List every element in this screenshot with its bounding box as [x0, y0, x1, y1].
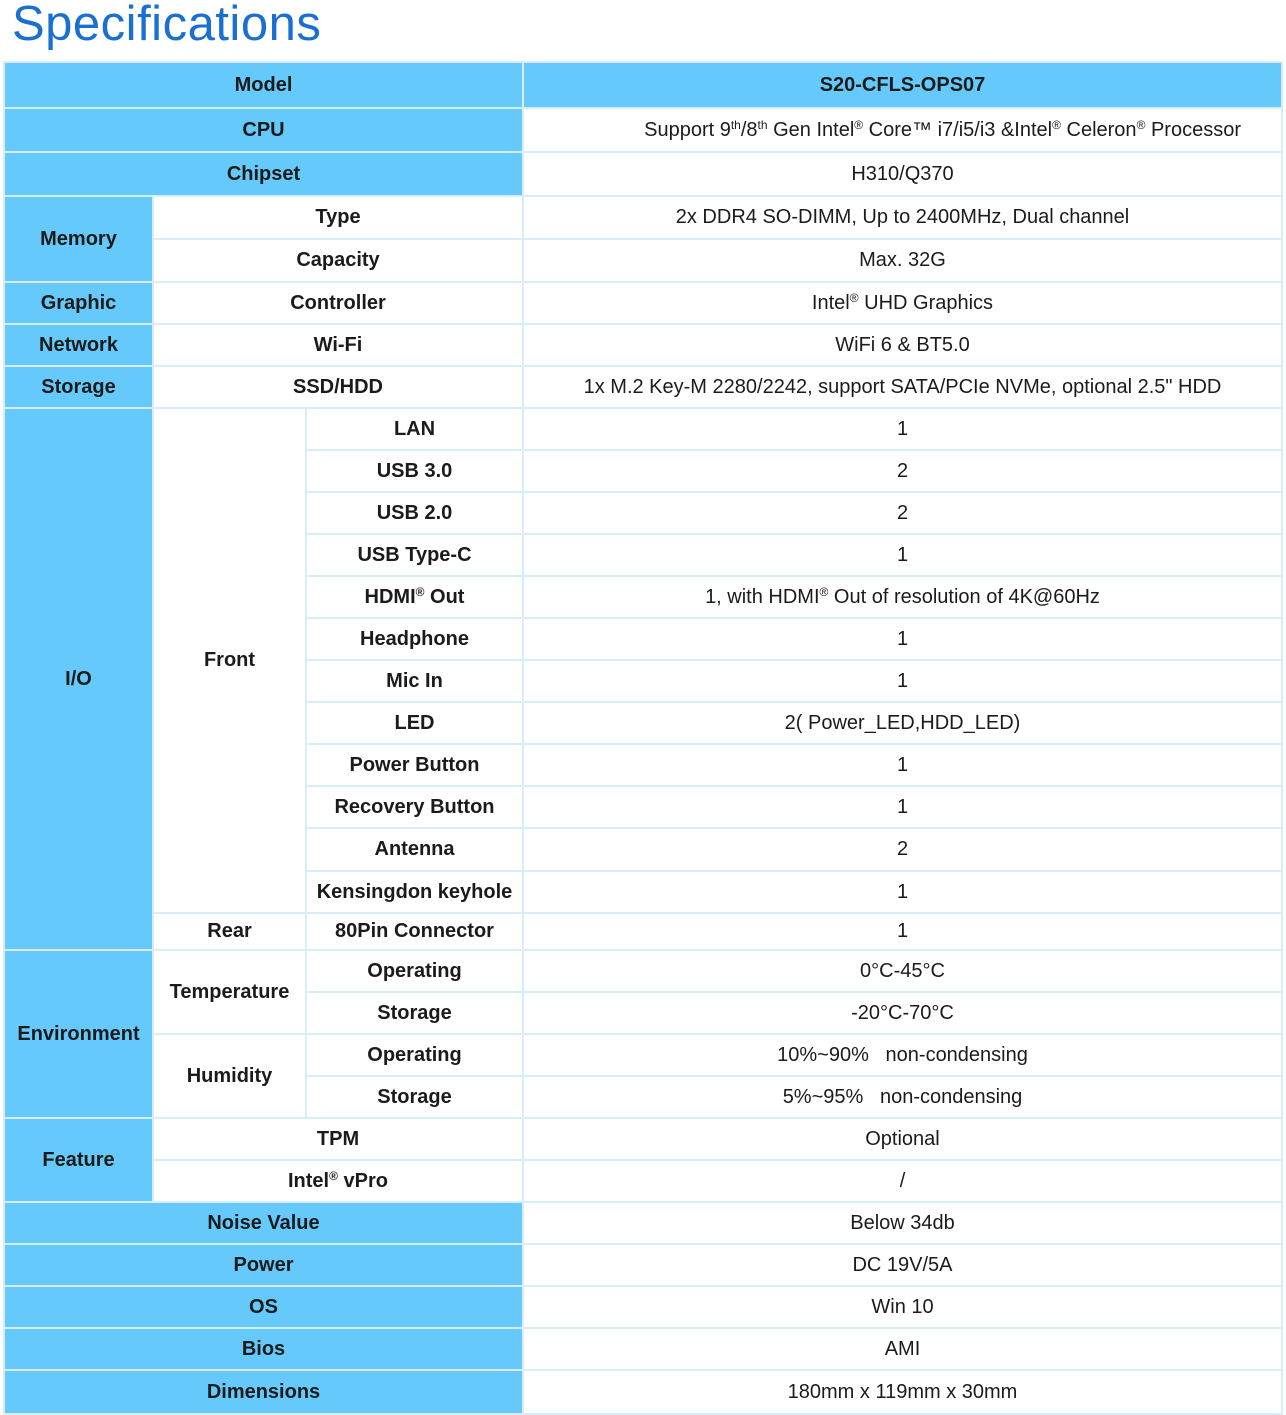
row-dimensions	[4, 1370, 1282, 1414]
storage-value: 1x M.2 Key-M 2280/2242, support SATA/PCIe NVMe, optional 2.5" HDD	[523, 366, 1282, 408]
io-kensington-value: 1	[523, 871, 1282, 913]
io-80pin-label: 80Pin Connector	[306, 913, 523, 950]
io-headphone-label: Headphone	[306, 618, 523, 660]
io-usbc-value: 1	[523, 534, 1282, 576]
row-graphic	[4, 282, 1282, 324]
io-antenna-value: 2	[523, 828, 1282, 871]
row-power	[4, 1244, 1282, 1286]
storage-label: Storage	[4, 366, 153, 408]
io-mic-label: Mic In	[306, 660, 523, 702]
row-feature-vpro	[4, 1160, 1282, 1202]
row-feature-tpm	[4, 1118, 1282, 1160]
model-value: S20-CFLS-OPS07	[523, 62, 1282, 108]
graphic-controller-label: Controller	[153, 282, 523, 324]
row-noise	[4, 1202, 1282, 1244]
io-mic-value: 1	[523, 660, 1282, 702]
io-usb30-value: 2	[523, 450, 1282, 492]
temp-operating-label: Operating	[306, 950, 523, 992]
row-os	[4, 1286, 1282, 1328]
io-headphone-value: 1	[523, 618, 1282, 660]
temperature-label: Temperature	[153, 950, 306, 1034]
row-chipset	[4, 152, 1282, 196]
memory-capacity-label: Capacity	[153, 239, 523, 282]
io-recovery-button-value: 1	[523, 786, 1282, 828]
network-wifi-label: Wi-Fi	[153, 324, 523, 366]
row-model	[4, 62, 1282, 108]
row-io-lan	[4, 408, 1282, 450]
environment-label: Environment	[4, 950, 153, 1118]
specifications-table	[3, 61, 1283, 1415]
os-label: OS	[4, 1286, 523, 1328]
row-network	[4, 324, 1282, 366]
io-usb20-value: 2	[523, 492, 1282, 534]
storage-ssd-label: SSD/HDD	[153, 366, 523, 408]
humidity-operating-label: Operating	[306, 1034, 523, 1076]
io-front-label: Front	[153, 408, 306, 913]
io-power-button-label: Power Button	[306, 744, 523, 786]
memory-capacity-value: Max. 32G	[523, 239, 1282, 282]
page-title: Specifications	[12, 0, 322, 51]
io-rear-label: Rear	[153, 913, 306, 950]
model-label: Model	[4, 62, 523, 108]
memory-label: Memory	[4, 196, 153, 282]
dimensions-label: Dimensions	[4, 1370, 523, 1414]
memory-type-value: 2x DDR4 SO-DIMM, Up to 2400MHz, Dual channel	[523, 196, 1282, 239]
temp-storage-label: Storage	[306, 992, 523, 1034]
feature-vpro-label: Intel® vPro	[153, 1160, 523, 1202]
io-usb30-label: USB 3.0	[306, 450, 523, 492]
io-usb20-label: USB 2.0	[306, 492, 523, 534]
temp-operating-value: 0°C-45°C	[523, 950, 1282, 992]
io-80pin-value: 1	[523, 913, 1282, 950]
power-value: DC 19V/5A	[523, 1244, 1282, 1286]
bios-label: Bios	[4, 1328, 523, 1370]
graphic-label: Graphic	[4, 282, 153, 324]
row-memory-type	[4, 196, 1282, 239]
row-env-humidity-operating	[4, 1034, 1282, 1076]
io-kensington-label: Kensingdon keyhole	[306, 871, 523, 913]
humidity-operating-value: 10%~90% non-condensing	[523, 1034, 1282, 1076]
cpu-label: CPU	[4, 108, 523, 152]
dimensions-value: 180mm x 119mm x 30mm	[523, 1370, 1282, 1414]
network-value: WiFi 6 & BT5.0	[523, 324, 1282, 366]
feature-vpro-value: /	[523, 1160, 1282, 1202]
io-recovery-button-label: Recovery Button	[306, 786, 523, 828]
noise-value: Below 34db	[523, 1202, 1282, 1244]
chipset-label: Chipset	[4, 152, 523, 196]
graphic-value: Intel® UHD Graphics	[523, 282, 1282, 324]
io-label: I/O	[4, 408, 153, 950]
chipset-value: H310/Q370	[523, 152, 1282, 196]
row-cpu	[4, 108, 1282, 152]
feature-tpm-value: Optional	[523, 1118, 1282, 1160]
io-antenna-label: Antenna	[306, 828, 523, 871]
io-hdmi-label: HDMI® Out	[306, 576, 523, 618]
network-label: Network	[4, 324, 153, 366]
io-lan-label: LAN	[306, 408, 523, 450]
os-value: Win 10	[523, 1286, 1282, 1328]
feature-tpm-label: TPM	[153, 1118, 523, 1160]
humidity-storage-label: Storage	[306, 1076, 523, 1118]
memory-type-label: Type	[153, 196, 523, 239]
power-label: Power	[4, 1244, 523, 1286]
cpu-value: Support 9th/8th Gen Intel® Core™ i7/i5/i3 &Intel® Celeron® Processor	[523, 108, 1282, 152]
row-env-temp-operating	[4, 950, 1282, 992]
row-storage	[4, 366, 1282, 408]
feature-label: Feature	[4, 1118, 153, 1202]
noise-label: Noise Value	[4, 1202, 523, 1244]
io-led-label: LED	[306, 702, 523, 744]
humidity-label: Humidity	[153, 1034, 306, 1118]
row-bios	[4, 1328, 1282, 1370]
io-lan-value: 1	[523, 408, 1282, 450]
temp-storage-value: -20°C-70°C	[523, 992, 1282, 1034]
io-power-button-value: 1	[523, 744, 1282, 786]
io-hdmi-value: 1, with HDMI® Out of resolution of 4K@60Hz	[523, 576, 1282, 618]
bios-value: AMI	[523, 1328, 1282, 1370]
io-usbc-label: USB Type-C	[306, 534, 523, 576]
humidity-storage-value: 5%~95% non-condensing	[523, 1076, 1282, 1118]
row-io-80pin	[4, 913, 1282, 950]
row-memory-capacity	[4, 239, 1282, 282]
io-led-value: 2( Power_LED,HDD_LED)	[523, 702, 1282, 744]
